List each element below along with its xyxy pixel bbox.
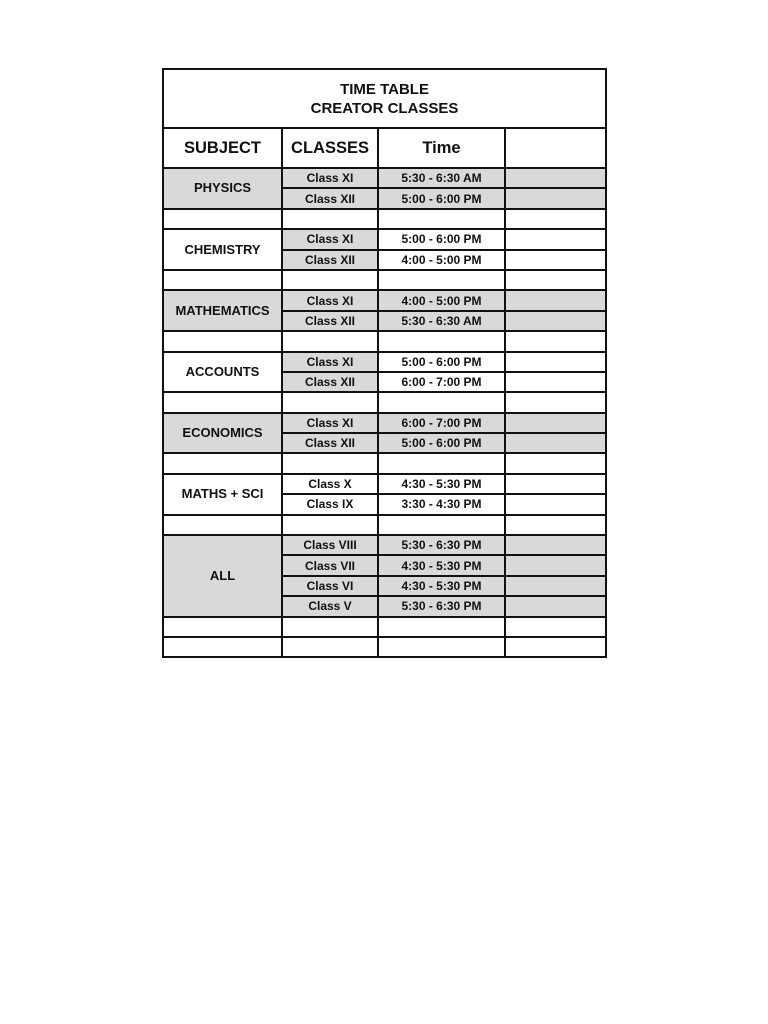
class-cell: Class V xyxy=(282,596,378,616)
extra-cell xyxy=(505,188,606,208)
empty-cell xyxy=(163,617,282,637)
header-time: Time xyxy=(378,128,505,168)
blank-row xyxy=(163,392,606,412)
blank-row xyxy=(163,617,606,637)
class-cell: Class X xyxy=(282,474,378,494)
blank-row xyxy=(163,637,606,657)
time-cell: 5:00 - 6:00 PM xyxy=(378,229,505,249)
table-row xyxy=(163,168,606,188)
time-cell: 5:30 - 6:30 PM xyxy=(378,596,505,616)
empty-cell xyxy=(378,617,505,637)
subject-cell: ECONOMICS xyxy=(163,413,282,454)
extra-cell xyxy=(505,229,606,249)
header-extra xyxy=(505,128,606,168)
time-cell: 5:00 - 6:00 PM xyxy=(378,188,505,208)
empty-cell xyxy=(282,331,378,351)
extra-cell xyxy=(505,352,606,372)
empty-cell xyxy=(378,270,505,290)
extra-cell xyxy=(505,494,606,514)
extra-cell xyxy=(505,576,606,596)
extra-cell xyxy=(505,433,606,453)
empty-cell xyxy=(282,515,378,535)
blank-row xyxy=(163,270,606,290)
empty-cell xyxy=(163,270,282,290)
header-subject: SUBJECT xyxy=(163,128,282,168)
class-cell: Class XI xyxy=(282,413,378,433)
extra-cell xyxy=(505,535,606,555)
class-cell: Class XI xyxy=(282,229,378,249)
table-row xyxy=(163,474,606,494)
class-cell: Class XI xyxy=(282,168,378,188)
time-cell: 4:00 - 5:00 PM xyxy=(378,290,505,310)
time-cell: 4:00 - 5:00 PM xyxy=(378,250,505,270)
class-cell: Class XI xyxy=(282,352,378,372)
subject-cell: ACCOUNTS xyxy=(163,352,282,393)
empty-cell xyxy=(378,637,505,657)
class-cell: Class VI xyxy=(282,576,378,596)
extra-cell xyxy=(505,168,606,188)
class-cell: Class IX xyxy=(282,494,378,514)
header-row xyxy=(163,128,606,168)
time-cell: 4:30 - 5:30 PM xyxy=(378,576,505,596)
empty-cell xyxy=(505,637,606,657)
time-cell: 6:00 - 7:00 PM xyxy=(378,413,505,433)
empty-cell xyxy=(282,270,378,290)
time-cell: 5:00 - 6:00 PM xyxy=(378,352,505,372)
empty-cell xyxy=(163,637,282,657)
empty-cell xyxy=(378,209,505,229)
title-row xyxy=(163,69,606,128)
empty-cell xyxy=(378,392,505,412)
class-cell: Class XII xyxy=(282,188,378,208)
class-cell: Class VII xyxy=(282,555,378,575)
subject-cell: CHEMISTRY xyxy=(163,229,282,270)
empty-cell xyxy=(282,209,378,229)
subject-cell: MATHEMATICS xyxy=(163,290,282,331)
subject-cell: PHYSICS xyxy=(163,168,282,209)
extra-cell xyxy=(505,311,606,331)
extra-cell xyxy=(505,474,606,494)
empty-cell xyxy=(282,617,378,637)
timetable-title xyxy=(163,69,606,128)
empty-cell xyxy=(378,453,505,473)
subject-cell: MATHS + SCI xyxy=(163,474,282,515)
empty-cell xyxy=(282,453,378,473)
class-cell: Class XII xyxy=(282,372,378,392)
empty-cell xyxy=(505,392,606,412)
empty-cell xyxy=(378,331,505,351)
table-row xyxy=(163,290,606,310)
extra-cell xyxy=(505,555,606,575)
empty-cell xyxy=(163,209,282,229)
empty-cell xyxy=(505,453,606,473)
subject-cell: ALL xyxy=(163,535,282,617)
class-cell: Class XI xyxy=(282,290,378,310)
extra-cell xyxy=(505,413,606,433)
empty-cell xyxy=(505,270,606,290)
class-cell: Class XII xyxy=(282,250,378,270)
extra-cell xyxy=(505,290,606,310)
blank-row xyxy=(163,453,606,473)
extra-cell xyxy=(505,250,606,270)
table-row xyxy=(163,352,606,372)
title-line-1: TIME TABLE xyxy=(340,80,429,98)
time-cell: 3:30 - 4:30 PM xyxy=(378,494,505,514)
time-cell: 4:30 - 5:30 PM xyxy=(378,474,505,494)
time-cell: 5:30 - 6:30 PM xyxy=(378,535,505,555)
time-cell: 6:00 - 7:00 PM xyxy=(378,372,505,392)
table-row xyxy=(163,535,606,555)
header-classes: CLASSES xyxy=(282,128,378,168)
empty-cell xyxy=(378,515,505,535)
extra-cell xyxy=(505,372,606,392)
time-cell: 4:30 - 5:30 PM xyxy=(378,555,505,575)
class-cell: Class XII xyxy=(282,433,378,453)
empty-cell xyxy=(505,209,606,229)
time-cell: 5:00 - 6:00 PM xyxy=(378,433,505,453)
empty-cell xyxy=(163,392,282,412)
time-cell: 5:30 - 6:30 AM xyxy=(378,168,505,188)
empty-cell xyxy=(282,392,378,412)
empty-cell xyxy=(505,617,606,637)
blank-row xyxy=(163,209,606,229)
empty-cell xyxy=(163,515,282,535)
table-row xyxy=(163,413,606,433)
blank-row xyxy=(163,515,606,535)
empty-cell xyxy=(505,331,606,351)
extra-cell xyxy=(505,596,606,616)
class-cell: Class VIII xyxy=(282,535,378,555)
empty-cell xyxy=(163,331,282,351)
title-line-2: CREATOR CLASSES xyxy=(310,99,459,117)
timetable xyxy=(162,68,607,658)
empty-cell xyxy=(505,515,606,535)
table-row xyxy=(163,229,606,249)
class-cell: Class XII xyxy=(282,311,378,331)
time-cell: 5:30 - 6:30 AM xyxy=(378,311,505,331)
empty-cell xyxy=(163,453,282,473)
empty-cell xyxy=(282,637,378,657)
blank-row xyxy=(163,331,606,351)
